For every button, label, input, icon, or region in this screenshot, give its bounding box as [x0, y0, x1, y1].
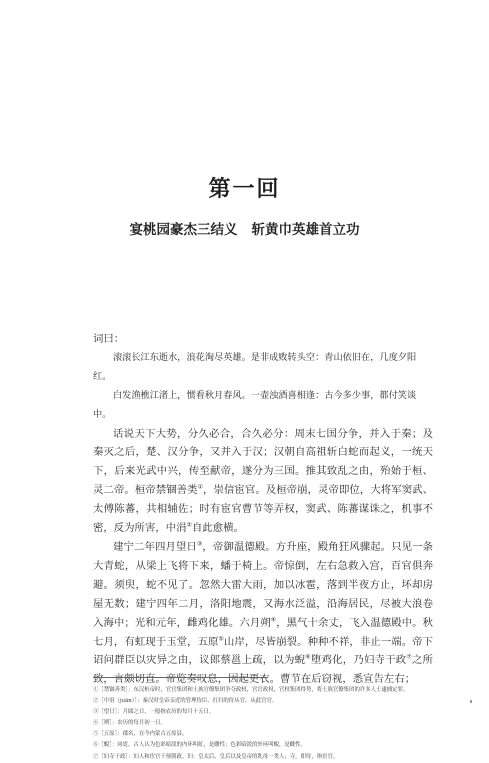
footnote: ⑥［蜺］：同霓，古人认为色彩暗淡的内环叫虹，是雌性；色彩暗淡的外环叫蜺，是雌性。 [93, 742, 306, 749]
footnote: ④［朔］：农历的每月初一日。 [93, 720, 166, 727]
footnote: ①［禁锢善类］：东汉桓帝时，官官集团和士族官僚集团争夺政权，官官政权，官权集团得势，将士族官僚集团的许多人士逮捕定罪。 [93, 687, 409, 693]
poem-line: 滚滚长江东逝水，浪花淘尽英雄。是非成败转头空：青山依旧在，几度夕阳红。 [93, 351, 417, 382]
paragraph-text: 之所致，言颇切直。帝览奏叹息，因起更衣。曹节在后窃视，悉宣告左右； [93, 654, 434, 686]
paragraph-text: 建宁二年四月望日 [113, 540, 197, 553]
paragraph-text: 自此愈横。 [191, 522, 244, 535]
paragraph-text: 话说天下大势，分久必合，合久必分：周末七国分争，并入于秦；及秦灭之后，楚、汉分争，又并入于汉；汉朝自高祖斩白蛇而起义，一统天下，后来光武中兴，传至献帝，遂分为三国。推其致乱之由，殆始于桓、灵二帝。桓帝禁锢善类 [93, 427, 433, 497]
footnote: ②［中涓（juān）］：秦汉时皇帝亲近的管理侍臣，打扫的侍从官，从此官官。 [93, 698, 278, 705]
paragraph-text: ，黑气十余丈，飞入温德殿中。秋七月，有虹现于玉堂，五原 [93, 616, 433, 648]
footnote-ref: ⑥ [305, 653, 311, 661]
paragraph-text: ，崇信宦官。及桓帝崩，灵帝即位，大将军窦武、太傅陈蕃，共相辅佐；时有宦官曹节等弄权，窦武、陈蕃谋诛之，机事不密，反为所害，中涓 [93, 484, 434, 535]
footnote-divider [93, 677, 267, 678]
paragraph [93, 538, 433, 689]
footnote-ref: ④ [270, 616, 277, 624]
paragraph-text: ，帝御温德殿。方升座，殿角狂风骤起。只见一条大青蛇，从梁上飞将下来，蟠于椅上。帝惊倒，左右急救入宫，百官俱奔避。须臾，蛇不见了。忽然大雷大雨，加以冰雹，落到半夜方止，坏却房屋无数；建宁四年二月，洛阳地震，又海水泛溢，沿海居民，尽被大浪卷入海中；光和元年，雌鸡化雄。六月朔 [93, 540, 434, 629]
poem-line: 白发渔樵江渚上，惯看秋月春风。一壶浊酒喜相逢：古今多少事，都付笑谈中。 [93, 389, 417, 420]
paragraph-text: 堕鸡化，乃妇寺干政 [310, 654, 407, 667]
chapter-subtitle [0, 218, 489, 238]
main-text [93, 330, 433, 689]
footnote: ③［望日］：月圆之日，一般指农历的每月十五日。 [93, 709, 215, 716]
footnote-ref: ③ [196, 540, 203, 548]
paragraph-text: 山岸，尽皆崩裂。种种不祥，非止一端。帝下诏问群臣以灾异之由，议郎蔡邕上疏，以为蜺 [93, 635, 434, 667]
ci-label: 词曰： [93, 333, 125, 345]
chapter-title: 第一回 [208, 176, 281, 202]
footnote-ref: ⑦ [406, 653, 412, 661]
footnotes [93, 685, 438, 763]
paragraph [93, 425, 433, 538]
page-edge-mark [470, 700, 472, 703]
chapter-subtitle-left: 宴桃园豪杰三结义 [129, 222, 238, 238]
footnote-ref: ⑤ [218, 635, 224, 643]
footnote: ⑤［五原］：郡名，在今内蒙古五原县。 [93, 731, 188, 738]
chapter-subtitle-right: 斩黄巾英雄首立功 [251, 222, 360, 238]
footnote: ⑦［妇寺干政］：妇人和宦官干预朝政。妇：皇太后、皇后以及皇帝的乳母一类人；寺，即侍，指宦官。 [93, 753, 339, 760]
footnote-ref: ② [186, 521, 192, 529]
footnote-ref: ① [197, 483, 204, 491]
